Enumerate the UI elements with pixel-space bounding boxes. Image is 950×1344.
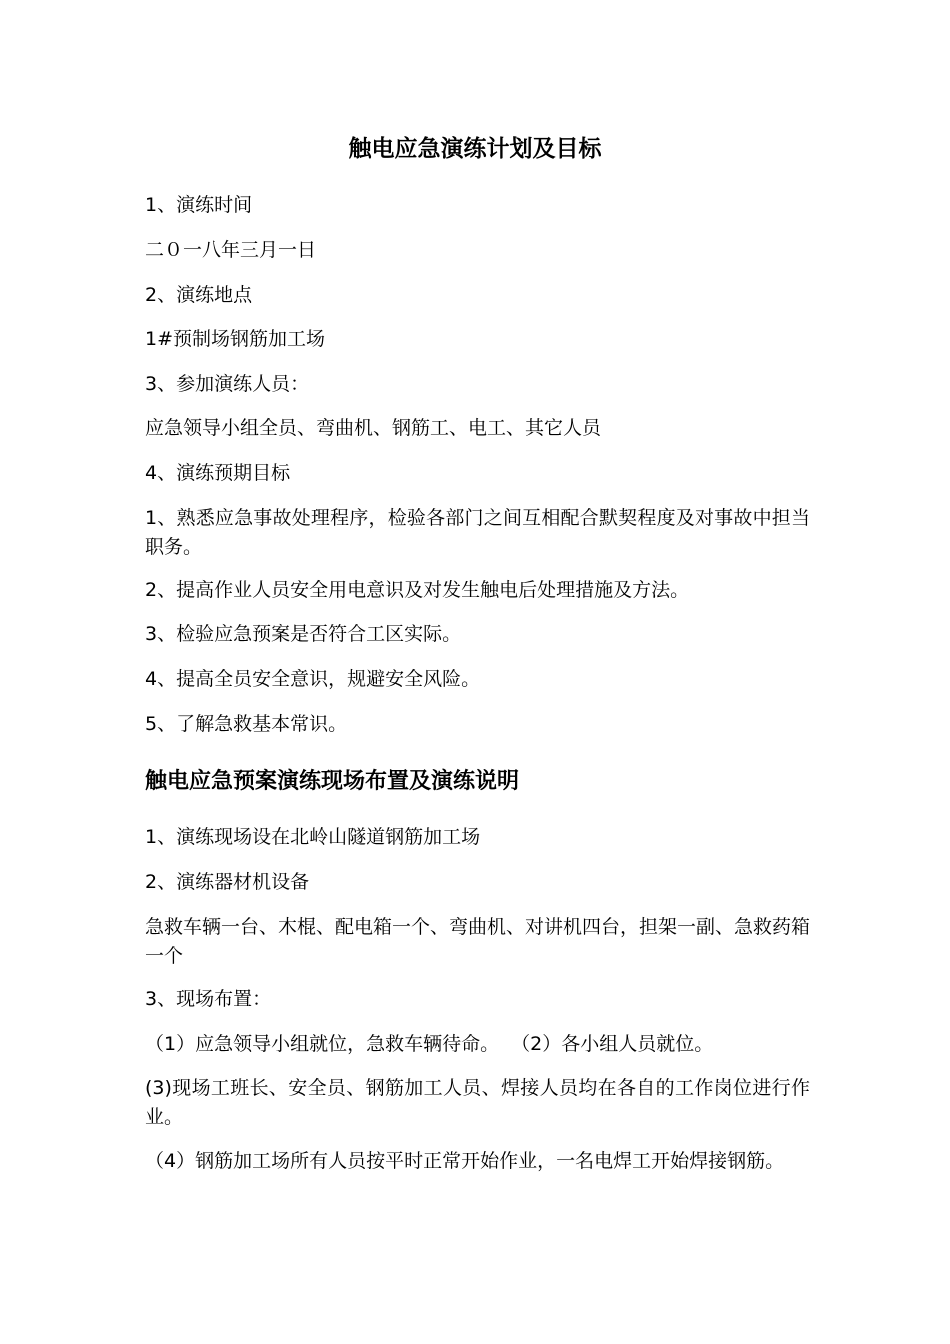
section2-heading: 触电应急预案演练现场布置及演练说明 — [145, 769, 520, 794]
layout-item-3: (3)现场工班长、安全员、钢筋加工人员、焊接人员均在各自的工作岗位进行作业。 — [145, 1077, 810, 1128]
drill-location-label: 2、演练地点 — [145, 284, 253, 306]
drill-time-label: 1、演练时间 — [145, 194, 253, 216]
equipment-label: 2、演练器材机设备 — [145, 871, 310, 893]
goal-item-5: 5、了解急救基本常识。 — [145, 713, 348, 735]
document-title: 触电应急演练计划及目标 — [348, 136, 602, 162]
site-location: 1、演练现场设在北岭山隧道钢筋加工场 — [145, 826, 481, 848]
goal-item-1: 1、熟悉应急事故处理程序，检验各部门之间互相配合默契程度及对事故中担当职务。 — [145, 507, 810, 558]
equipment-list: 急救车辆一台、木棍、配电箱一个、弯曲机、对讲机四台，担架一副、急救药箱一个 — [145, 916, 811, 967]
goal-item-3: 3、检验应急预案是否符合工区实际。 — [145, 623, 462, 645]
drill-location-value: 1#预制场钢筋加工场 — [145, 328, 326, 350]
participants-label: 3、参加演练人员： — [145, 373, 310, 395]
goal-item-4: 4、提高全员安全意识，规避安全风险。 — [145, 668, 481, 690]
drill-time-value: 二０一八年三月一日 — [145, 239, 317, 261]
layout-item-1-2: （1）应急领导小组就位，急救车辆待命。 （2）各小组人员就位。 — [145, 1033, 714, 1055]
layout-item-4: （4）钢筋加工场所有人员按平时正常开始作业，一名电焊工开始焊接钢筋。 — [145, 1150, 785, 1172]
participants-value: 应急领导小组全员、弯曲机、钢筋工、电工、其它人员 — [145, 417, 602, 439]
site-layout-label: 3、现场布置： — [145, 988, 272, 1010]
goal-item-2: 2、提高作业人员安全用电意识及对发生触电后处理措施及方法。 — [145, 579, 690, 601]
goals-label: 4、演练预期目标 — [145, 462, 291, 484]
